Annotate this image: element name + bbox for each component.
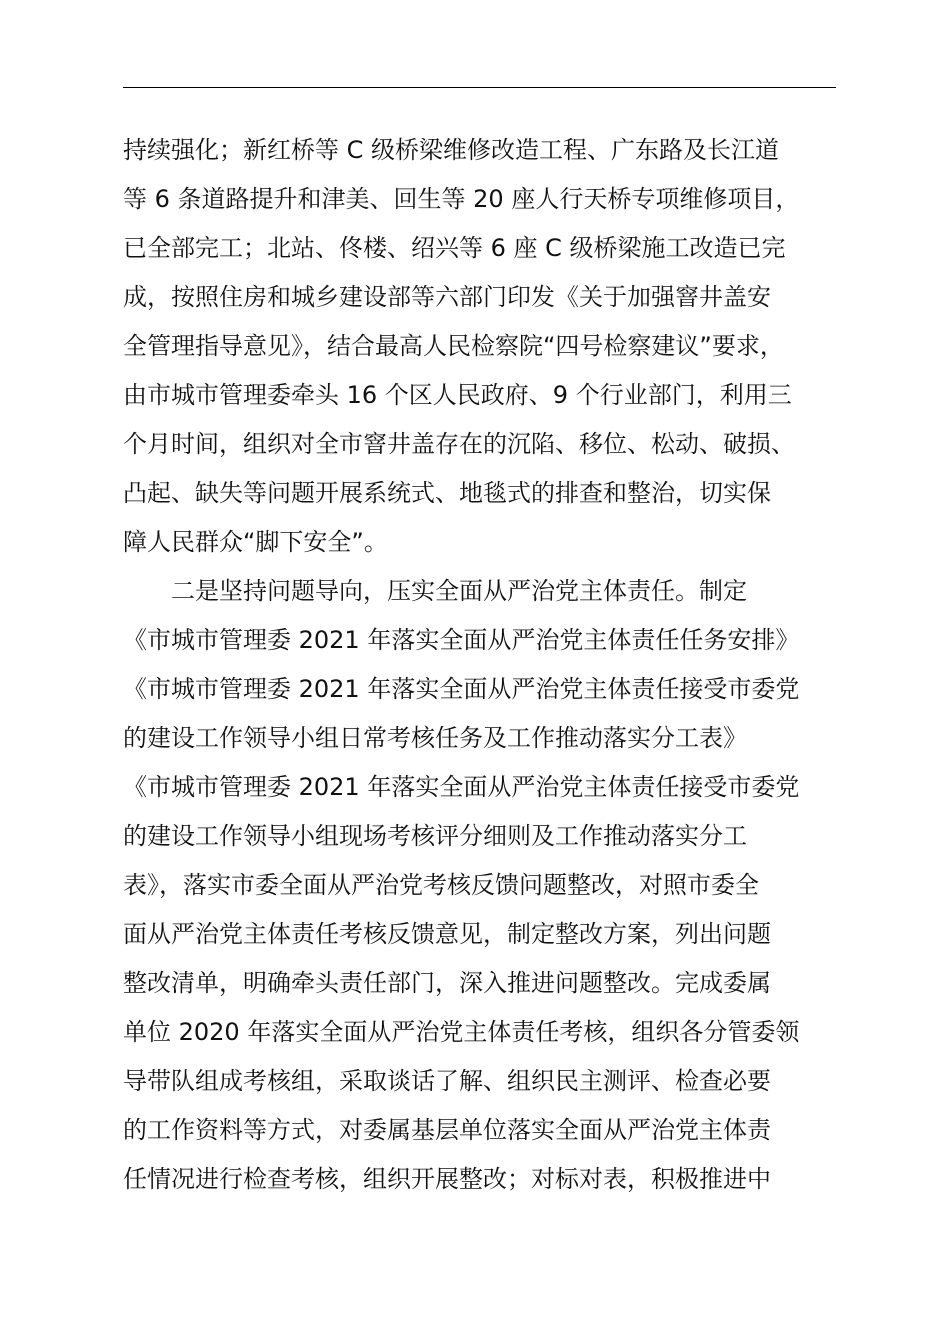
text-line: 持续强化；新红桥等 C 级桥梁维修改造工程、广东路及长江道 (123, 136, 780, 164)
text-line: 凸起、缺失等问题开展系统式、地毯式的排查和整治，切实保 (123, 479, 771, 507)
text-line: 《市城市管理委 2021 年落实全面从严治党主体责任接受市委党 (123, 773, 800, 801)
text-line: 单位 2020 年落实全面从严治党主体责任考核，组织各分管委领 (123, 1018, 800, 1046)
text-line: 的建设工作领导小组日常考核任务及工作推动落实分工表》 (123, 724, 747, 752)
text-line: 的工作资料等方式，对委属基层单位落实全面从严治党主体责 (123, 1116, 771, 1144)
header-rule (123, 87, 836, 88)
text-line: 成，按照住房和城乡建设部等六部门印发《关于加强窨井盖安 (123, 283, 771, 311)
text-line: 全管理指导意见》，结合最高人民检察院“四号检察建议”要求， (123, 332, 784, 360)
text-line: 《市城市管理委 2021 年落实全面从严治党主体责任接受市委党 (123, 675, 800, 703)
text-line: 导带队组成考核组，采取谈话了解、组织民主测评、检查必要 (123, 1067, 771, 1095)
text-line: 个月时间，组织对全市窨井盖存在的沉陷、移位、松动、破损、 (123, 430, 795, 458)
text-line: 《市城市管理委 2021 年落实全面从严治党主体责任任务安排》 (123, 626, 800, 654)
text-line: 的建设工作领导小组现场考核评分细则及工作推动落实分工 (123, 822, 747, 850)
document-body (123, 126, 853, 1204)
text-line: 障人民群众“脚下安全”。 (123, 528, 388, 556)
text-line: 等 6 条道路提升和津美、回生等 20 座人行天桥专项维修项目， (123, 185, 800, 213)
text-line: 面从严治党主体责任考核反馈意见，制定整改方案，列出问题 (123, 920, 771, 948)
text-line: 任情况进行检查考核，组织开展整改；对标对表，积极推进中 (123, 1165, 771, 1193)
text-line: 表》，落实市委全面从严治党考核反馈问题整改，对照市委全 (123, 871, 759, 899)
text-line: 已全部完工；北站、佟楼、绍兴等 6 座 C 级桥梁施工改造已完 (123, 234, 786, 262)
text-line: 整改清单，明确牵头责任部门，深入推进问题整改。完成委属 (123, 969, 771, 997)
text-line: 由市城市管理委牵头 16 个区人民政府、9 个行业部门，利用三 (123, 381, 792, 409)
text-line: 二是坚持问题导向，压实全面从严治党主体责任。制定 (171, 577, 747, 605)
